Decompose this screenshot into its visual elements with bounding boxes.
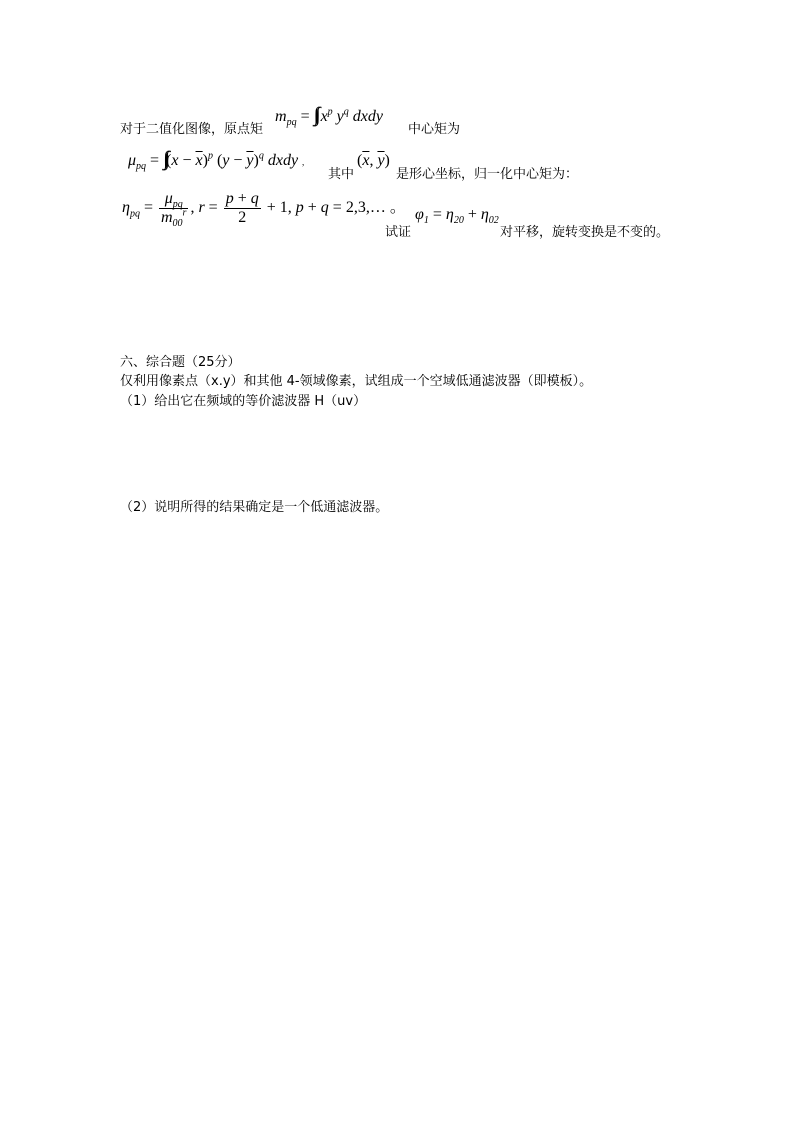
normalized-moment-formula: $\eta_{pq}$ = $\frac{\mu_{pq}}{m_{00}^r}$ , r = $\frac{p + q}{2}$ + 1, p + q = 2,3,… 。 (122, 190, 406, 230)
invariant-tail: 对平移，旋转变换是不变的。 (500, 225, 670, 240)
intro-suffix: 中心矩为 (408, 122, 461, 137)
question-2: （2）说明所得的结果确定是一个低通滤波器。 (120, 500, 389, 515)
question-1: （1）给出它在频域的等价滤波器 H（uv） (120, 394, 367, 409)
prove-label: 试证 (385, 225, 412, 240)
central-description: 是形心坐标，归一化中心矩为： (396, 167, 579, 182)
raw-moment-formula: $m_{pq}$ = ∫∫ $x^p$ $y^q$ dxdy (275, 104, 383, 129)
invariant-formula: $\varphi_1 = \eta_{20} + \eta_{02}$ (415, 206, 499, 227)
central-where: 其中 (328, 167, 355, 182)
problem-statement: 仅利用像素点（x.y）和其他 4-领域像素，试组成一个空域低通滤波器（即模板）。 (120, 374, 593, 389)
section-heading: 六、综合题（25分） (120, 355, 241, 370)
central-moment-formula: $\mu_{pq} = \int\int(x - \overline{x})^p$ $(y - \overline{y})^q$ dxdy , (128, 148, 305, 173)
intro-prefix: 对于二值化图像，原点矩 (120, 122, 264, 137)
centroid-coordinates: ($\overline{x}$, $\overline{y}$) (357, 152, 390, 169)
